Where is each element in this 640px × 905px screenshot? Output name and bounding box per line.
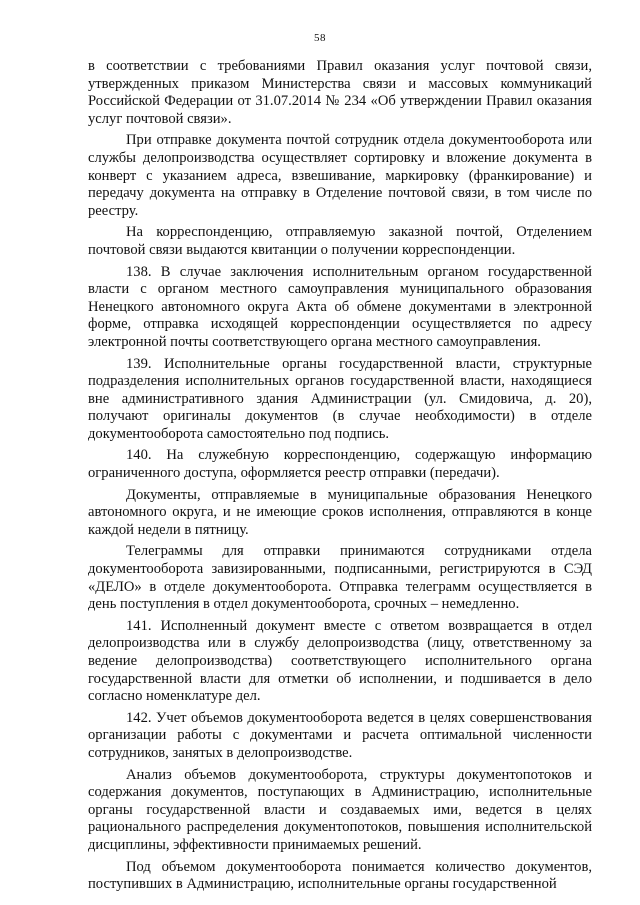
paragraph: Анализ объемов документооборота, структуры документопотоков и содержания документов, поступающих в Администрацию, исполнительные органы государственной власти и создаваемых ими, ведется в целях рационального распределения документопотоков, повышения исполнительской дисциплины, эффективности принимаемых решений. <box>88 766 592 853</box>
paragraph: 139. Исполнительные органы государственной власти, структурные подразделения исполнительных органов государственной власти, находящиеся вне административного здания Администрации (ул. Смидовича, д. 20), получают оригиналы документов (в случае необходимости) в отделе документооборота самостоятельно под подпись. <box>88 355 592 442</box>
paragraph: Под объемом документооборота понимается количество документов, поступивших в Администрацию, исполнительные органы государственной <box>88 858 592 893</box>
paragraph: 140. На служебную корреспонденцию, содержащую информацию ограниченного доступа, оформляется реестр отправки (передачи). <box>88 447 592 482</box>
paragraph: При отправке документа почтой сотрудник отдела документооборота или службы делопроизводства осуществляет сортировку и вложение документа в конверт с указанием адреса, взвешивание, маркировку (франкирование) и передачу документа на отправку в Отделение почтовой связи, в том числе по реестру. <box>88 132 592 219</box>
page-number: 58 <box>314 32 326 44</box>
document-body <box>88 58 592 898</box>
paragraph: Телеграммы для отправки принимаются сотрудниками отдела документооборота завизированными, подписанными, регистрируются в СЭД «ДЕЛО» в отделе документооборота. Отправка телеграмм осуществляется в день поступления в отдел документооборота, срочных – немедленно. <box>88 543 592 613</box>
paragraph: На корреспонденцию, отправляемую заказной почтой, Отделением почтовой связи выдаются квитанции о получении корреспонденции. <box>88 224 592 258</box>
paragraph: 142. Учет объемов документооборота ведется в целях совершенствования организации работы с документами и расчета оптимальной численности сотрудников, занятых в делопроизводстве. <box>88 709 592 761</box>
paragraph: 141. Исполненный документ вместе с ответом возвращается в отдел делопроизводства или в службу делопроизводства (лицу, ответственному за ведение делопроизводства) соответствующего исполнительного органа государственной власти для отметки об исполнении, и подшивается в дело согласно номенклатуре дел. <box>88 617 592 705</box>
paragraph: 138. В случае заключения исполнительным органом государственной власти с органом местного самоуправления муниципального образования Ненецкого автономного округа Акта об обмене документами в электронной форме, отправка исходящей корреспонденции осуществляется по адресу электронной почты соответствующего органа местного самоуправления. <box>88 263 592 350</box>
paragraph: в соответствии с требованиями Правил оказания услуг почтовой связи, утвержденных приказом Министерства связи и массовых коммуникаций Российской Федерации от 31.07.2014 № 234 «Об утверждении Правил оказания услуг почтовой связи». <box>88 58 592 127</box>
paragraph: Документы, отправляемые в муниципальные образования Ненецкого автономного округа, и не имеющие сроков исполнения, отправляются в конце каждой недели в пятницу. <box>88 486 592 538</box>
